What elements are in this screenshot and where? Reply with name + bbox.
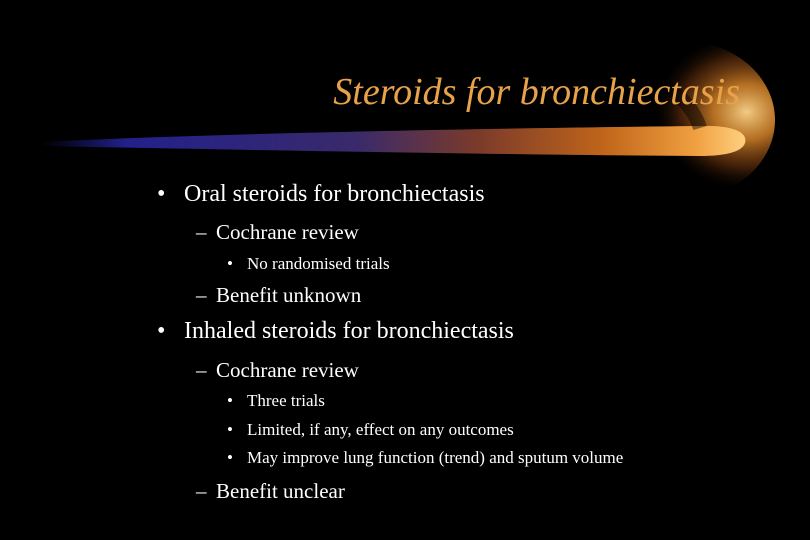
bullet-text: Benefit unknown (216, 283, 362, 307)
bullet-text: Inhaled steroids for bronchiectasis (184, 318, 514, 344)
bullet-item (227, 420, 514, 440)
bullet-marker: • (157, 181, 166, 207)
bullet-marker: • (227, 391, 233, 410)
dash-marker: – (196, 358, 207, 382)
bullet-item (196, 283, 361, 308)
bullet-text: Three trials (247, 391, 325, 410)
bullet-marker: • (157, 318, 166, 344)
bullet-item (196, 220, 359, 245)
bullet-text: No randomised trials (247, 254, 390, 273)
bullet-marker: • (227, 448, 233, 467)
bullet-item (157, 181, 485, 208)
bullet-item (227, 254, 390, 274)
dash-marker: – (196, 479, 207, 503)
bullet-text: Limited, if any, effect on any outcomes (247, 420, 514, 439)
bullet-marker: • (227, 420, 233, 439)
slide-title: Steroids for bronchiectasis (333, 71, 740, 113)
bullet-text: Cochrane review (216, 220, 359, 244)
bullet-item (227, 448, 623, 468)
dash-marker: – (196, 283, 207, 307)
bullet-item (196, 358, 359, 383)
dash-marker: – (196, 220, 207, 244)
bullet-marker: • (227, 254, 233, 273)
bullet-text: Oral steroids for bronchiectasis (184, 181, 485, 207)
bullet-item (157, 318, 514, 345)
bullet-text: May improve lung function (trend) and sputum volume (247, 448, 624, 467)
bullet-text: Benefit unclear (216, 479, 345, 503)
bullet-item (227, 391, 325, 411)
bullet-text: Cochrane review (216, 358, 359, 382)
bullet-item (196, 479, 345, 504)
